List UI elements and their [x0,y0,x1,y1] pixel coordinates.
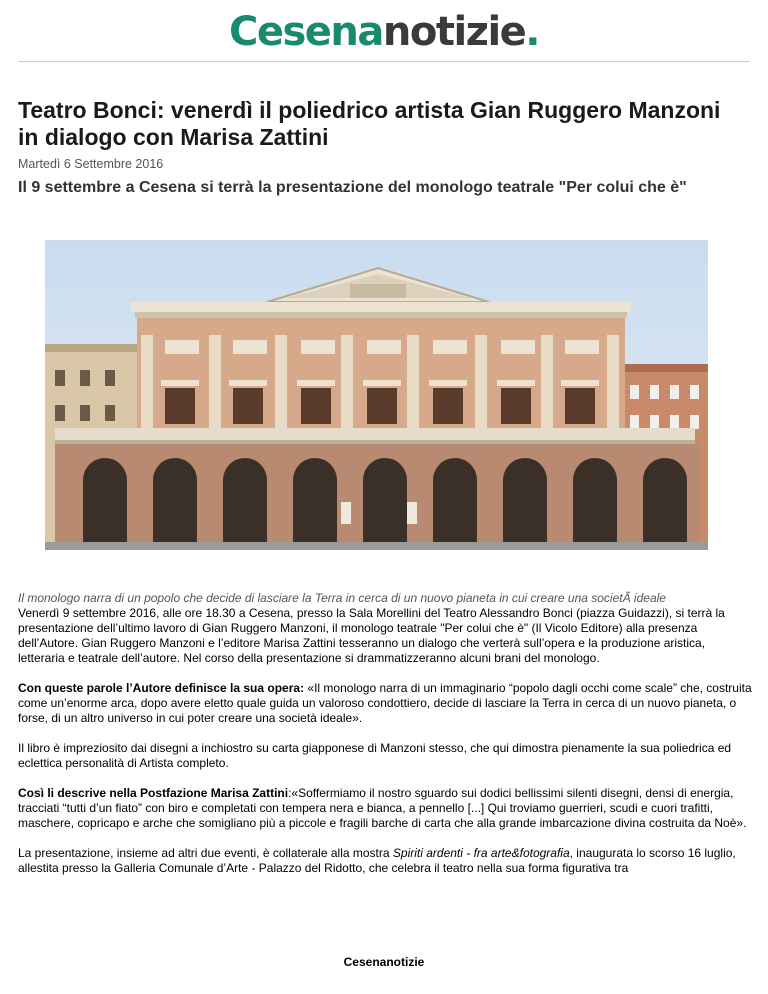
article-photo-teatro-bonci [45,240,708,550]
paragraph-5-text-start: La presentazione, insieme ad altri due eventi, è collaterale alla mostra [18,846,393,860]
site-header [0,0,768,62]
header-divider [18,61,750,62]
paragraph-4-text: :«Soffermiamo il nostro sguardo sui dodici bellissimi silenti disegni, densi di energia, tracciati “tutti d’un fiato” con biro e completati con tempera nera e bianca, a pennello [...] Qui troviamo guerrieri, scudi e cuori trafitti, maschere, copricapo e arche che somigliano più a piccole e fragili barche di carta che alla grande imbarcazione divina costruita da Noè». [18,786,747,830]
paragraph-3 [18,741,752,771]
paragraph-5 [18,846,752,876]
paragraph-5-text-end: , inaugurata lo scorso 16 luglio, allestita presso la Galleria Comunale d’Arte - Palazzo del Ridotto, che celebra il teatro nella sua forma figurativa tra [18,846,736,875]
paragraph-2-text: «Il monologo narra di un immaginario “popolo dagli occhi come scale” che, costruita come un’enorme arca, dopo avere eletto quale guida un valoroso condottiero, decide di lasciare la Terra in cerca di un nuovo pianeta, o forse, di un altro universo in cui poter creare una società ideale». [18,681,752,725]
logo-part-notizie: notizie [382,9,526,55]
paragraph-3-text: Il libro è impreziosito dai disegni a inchiostro su carta giapponese di Manzoni stesso, che qui dimostra pienamente la sua poliedrica ed eclettica personalità di Artista completo. [18,741,732,770]
exhibition-title: Spiriti ardenti - fra arte&fotografia [392,846,570,860]
article-body [18,606,752,891]
paragraph-1 [18,606,752,666]
paragraph-2-lead: Con queste parole l’Autore definisce la sua opera: [18,681,305,695]
article-title: Teatro Bonci: venerdì il poliedrico artista Gian Ruggero Manzoni in dialogo con Marisa Zattini [18,97,721,150]
page-footer: Cesenanotizie [343,955,425,969]
paragraph-4-lead: Così li descrive nella Postfazione Marisa Zattini [18,786,289,800]
paragraph-1-text: Venerdì 9 settembre 2016, alle ore 18.30 a Cesena, presso la Sala Morellini del Teatro Alessandro Bonci (piazza Guidazzi), si terrà la presentazione dell’ultimo lavoro di Gian Ruggero Manzoni, il monologo teatrale "Per colui che è" (Il Vicolo Editore) alla presenza dell’Autore. Gian Ruggero Manzoni e l’editore Marisa Zattini tesseranno un dialogo che verterà sull’opera e la produzione aristica, letteraria e teatrale dell’autore. Nel corso della presentazione si drammatizzeranno alcuni brani del monologo. [18,606,725,665]
photo-caption: Il monologo narra di un popolo che decide di lasciare la Terra in cerca di un nuovo pianeta in cui creare una societÃ ideale [18,591,666,605]
paragraph-2 [18,681,752,726]
logo-dot: . [525,9,539,55]
article-date: Martedì 6 Settembre 2016 [18,157,164,171]
article-subtitle: Il 9 settembre a Cesena si terrà la presentazione del monologo teatrale "Per colui che è" [18,179,687,196]
site-logo[interactable] [0,8,768,56]
paragraph-4 [18,786,752,831]
logo-part-cesena: Cesena [228,9,383,55]
